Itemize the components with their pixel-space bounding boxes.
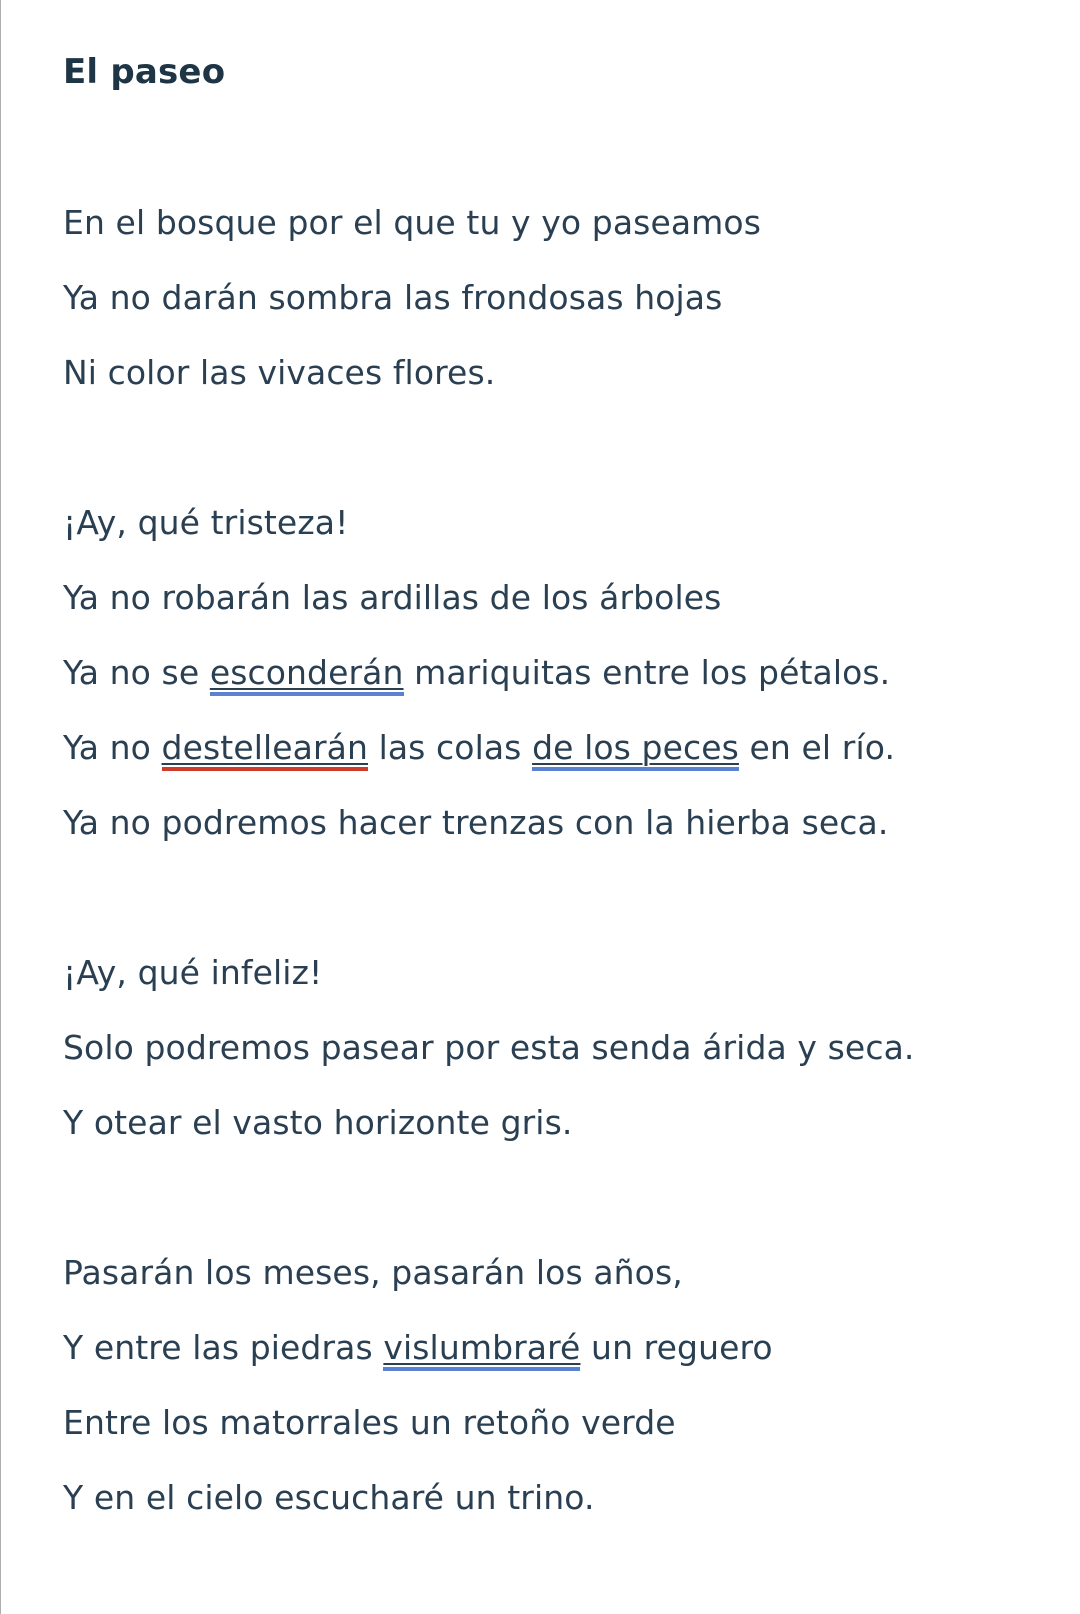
poem-text: ¡Ay, qué infeliz! <box>63 953 323 992</box>
poem-line <box>63 1385 1022 1460</box>
poem-text: Solo podremos pasear por esta senda árida y seca. <box>63 1028 915 1067</box>
poem-text: Pasarán los meses, pasarán los años, <box>63 1253 683 1292</box>
poem-text: Y en el cielo escucharé un trino. <box>63 1478 595 1517</box>
poem-text: Ya no se <box>63 653 210 692</box>
document-title: El paseo <box>63 52 226 92</box>
poem-line <box>63 1010 1022 1085</box>
poem-line <box>63 1085 1022 1160</box>
poem-line <box>63 560 1022 635</box>
poem-text: Y entre las piedras <box>63 1328 384 1367</box>
poem-text: Y otear el vasto horizonte gris. <box>63 1103 573 1142</box>
poem-text: En el bosque por el que tu y yo paseamos <box>63 203 761 242</box>
spellcheck-word-blue-underline[interactable]: de los peces <box>532 728 739 771</box>
spellcheck-word-red-underline[interactable]: destellearán <box>162 728 368 771</box>
poem-text: Ya no podremos hacer trenzas con la hierba seca. <box>63 803 889 842</box>
poem-text: Entre los matorrales un retoño verde <box>63 1403 676 1442</box>
poem-line <box>63 935 1022 1010</box>
poem-line <box>63 1235 1022 1310</box>
poem-text: Ni color las vivaces flores. <box>63 353 496 392</box>
poem-text: mariquitas entre los pétalos. <box>403 653 891 692</box>
poem-text: Ya no <box>63 728 162 767</box>
stanza <box>63 185 1022 410</box>
stanza <box>63 485 1022 860</box>
stanza <box>63 935 1022 1160</box>
stanza <box>63 1235 1022 1535</box>
poem-line <box>63 485 1022 560</box>
poem-text: Ya no darán sombra las frondosas hojas <box>63 278 723 317</box>
poem-line <box>63 335 1022 410</box>
poem-line <box>63 710 1022 785</box>
poem-text: en el río. <box>738 728 896 767</box>
poem-line <box>63 1460 1022 1535</box>
poem-body <box>63 185 1022 1535</box>
poem-line <box>63 635 1022 710</box>
poem-text: un reguero <box>580 1328 773 1367</box>
poem-text: Ya no robarán las ardillas de los árboles <box>63 578 722 617</box>
poem-text: ¡Ay, qué tristeza! <box>63 503 349 542</box>
poem-line <box>63 260 1022 335</box>
spellcheck-word-blue-underline[interactable]: esconderán <box>210 653 404 696</box>
poem-line <box>63 785 1022 860</box>
spellcheck-word-blue-underline[interactable]: vislumbraré <box>383 1328 580 1371</box>
poem-line <box>63 1310 1022 1385</box>
poem-text: las colas <box>367 728 533 767</box>
poem-line <box>63 185 1022 260</box>
document-page <box>1 0 1080 1535</box>
